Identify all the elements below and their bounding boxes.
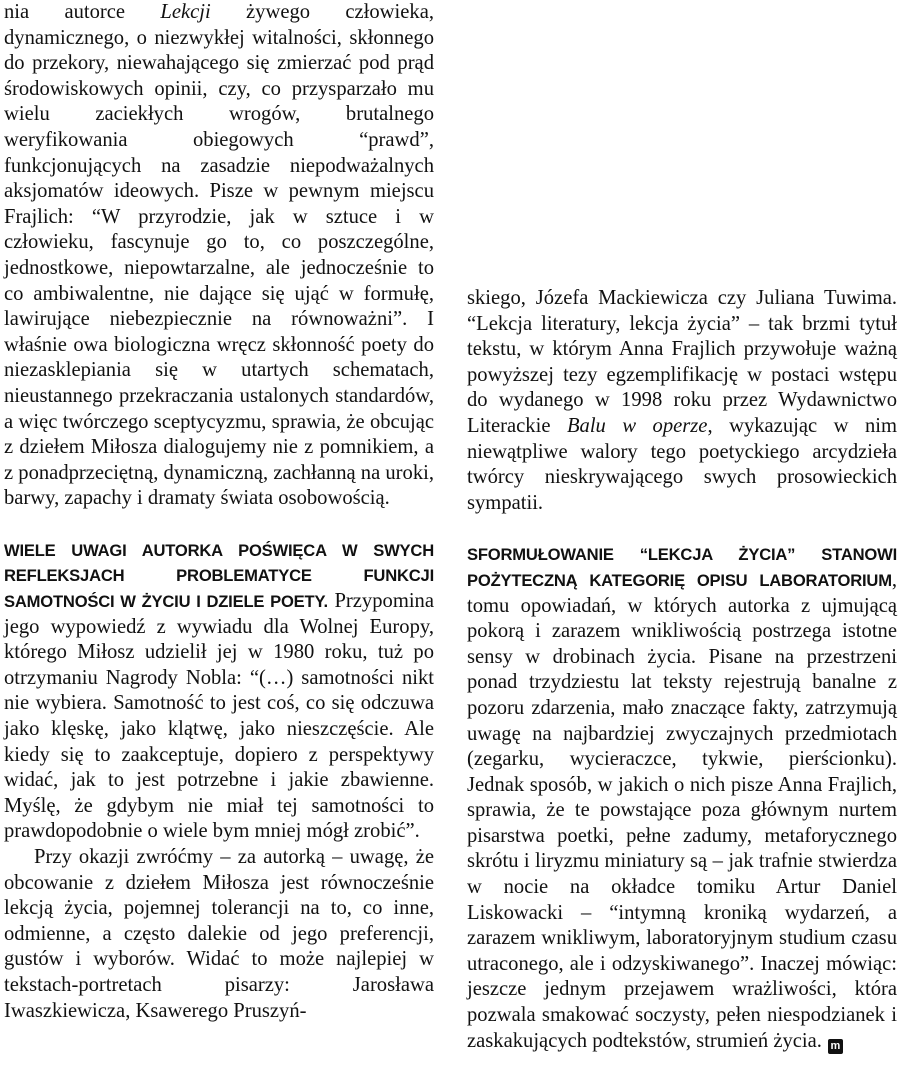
text-run: żywego człowieka, dynamicznego, o niezwykłej witalności, skłonnego do przekory, niewahającego się zmierzać pod prąd środowiskowych opinii, czy, co przysparzało mu wielu zaciekłych wrogów, brutalnego weryfikowania obiegowych “prawd”, funkcjonujących na zasadzie niepodważalnych aksjomatów ideowych. Pisze w pewnym miejscu Frajlich: “W przyrodzie, jak w sztuce i w człowieku, fascynuje go to, co poszczególne, jednostkowe, niepowtarzalne, ale jednocześnie to co ambiwalentne, nie dające się ująć w formułę, lawirujące niebezpiecznie na równoważni”. I właśnie owa biologiczna wręcz skłonność poety do niezasklepiania się w utartych schematach, nieustannego przekraczania ustalonych standardów, a więc twórczego sceptycyzmu, sprawia, że obcując z dziełem Miłosza dialogujemy nie z pomnikiem, a z ponadprzeciętną, dynamiczną, zachłanną na uroki, barwy, zapachy i dramaty świata osobowością. xyxy=(4,1,434,510)
text-run: skiego, Józefa Mackiewicza czy Juliana Tuwima. “Lekcja literatury, lekcja życia” – tak brzmi tytuł tekstu, w którym Anna Frajlich przywołuje ważną powyższej tezy egzemplifikację w postaci wstępu do wydanego w 1998 roku przez Wydawnictwo Literackie xyxy=(467,287,897,437)
text-run: , tomu opowiadań, w których autorka z ujmującą pokorą i zarazem wnikliwością postrzega istotne sensy w drobinach życia. Pisane na przestrzeni ponad trzydziestu lat teksty rejestrują banalne z pozoru zdarzenia, mało znaczące fakty, zatrzymują uwagę na najbardziej zwyczajnych przedmiotach (zegarku, wycieraczce, tykwie, pierścionku). Jednak sposób, w jakich o nich pisze Anna Frajlich, sprawia, że te powstające poza głównym nurtem pisarstwa poetki, pełne zadumy, metaforycznego skrótu i liryzmu miniatury są – jak trafnie stwierdza w nocie na okładce tomiku Artur Daniel Liskowacki – “intymną kroniką wydarzeń, a zarazem wnikliwym, laboratoryjnym studium czasu utraconego, ale i odzyskiwanego”. Inaczej mówiąc: jeszcze jednym przejawem wrażliwości, która pozwala smakować soczysty, pełen niespodzianek i zaskakujących podtekstów, strumień życia. xyxy=(467,568,897,1052)
lead-in-heading: WIELE UWAGI AUTORKA POŚWIĘCA W SWYCH REFLEKSJACH PROBLEMATYCE FUNKCJI SAMOTNOŚCI W ŻYCIU I DZIELE POETY. xyxy=(4,540,434,612)
text-run: Przypomina jego wypowiedź z wywiadu dla Wolnej Europy, którego Miłosz udzielił jej w 1980 roku, tuż po otrzymaniu Nagrody Nobla: “(…) samotności nikt nie wybiera. Samotność to jest coś, co się odczuwa jako klęskę, jako klątwę, jako nieszczęście. Ale kiedy się to zaakceptuje, dopiero z perspektywy widać, jak to jest potrzebne i jakie zbawienne. Myślę, że gdybym nie miał tej samotności to prawdopodobnie o wiele bym mniej mógł zrobić”. xyxy=(4,590,434,843)
paragraph-gap xyxy=(467,516,897,542)
italic-title: Balu w operze xyxy=(566,414,708,437)
lead-in-heading: SFORMUŁOWANIE “LEKCJA ŻYCIA” STANOWI POŻYTECZNĄ KATEGORIĘ OPISU LABORATORIUM xyxy=(467,545,897,590)
italic-title: Lekcji xyxy=(160,1,211,23)
paragraph-1 xyxy=(4,0,434,512)
paragraph-3: Przy okazji zwróćmy – za autorką – uwagę, że obcowanie z dziełem Miłosza jest równocześnie lekcją życia, pojemnej tolerancji na to, co inne, odmienne, a często dalekie od jego preferencji, gustów i wyborów. Widać to może najlepiej w tekstach-portretach pisarzy: Jarosława Iwaszkiewicza, Ksawerego Pruszyń- xyxy=(4,846,434,1022)
paragraph-2 xyxy=(4,538,434,845)
text-run: , wykazując w nim niewątpliwe walory tego poetyckiego arcydzieła twórcy nieskrywającego swych prosowieckich sympatii. xyxy=(467,414,897,514)
paragraph-4 xyxy=(467,286,897,516)
left-column xyxy=(4,0,434,1024)
paragraph-gap xyxy=(4,512,434,538)
end-of-article-mark: m xyxy=(828,1039,843,1054)
right-column xyxy=(467,286,897,1054)
paragraph-5 xyxy=(467,542,897,1054)
text-run: nia autorce xyxy=(4,1,161,23)
